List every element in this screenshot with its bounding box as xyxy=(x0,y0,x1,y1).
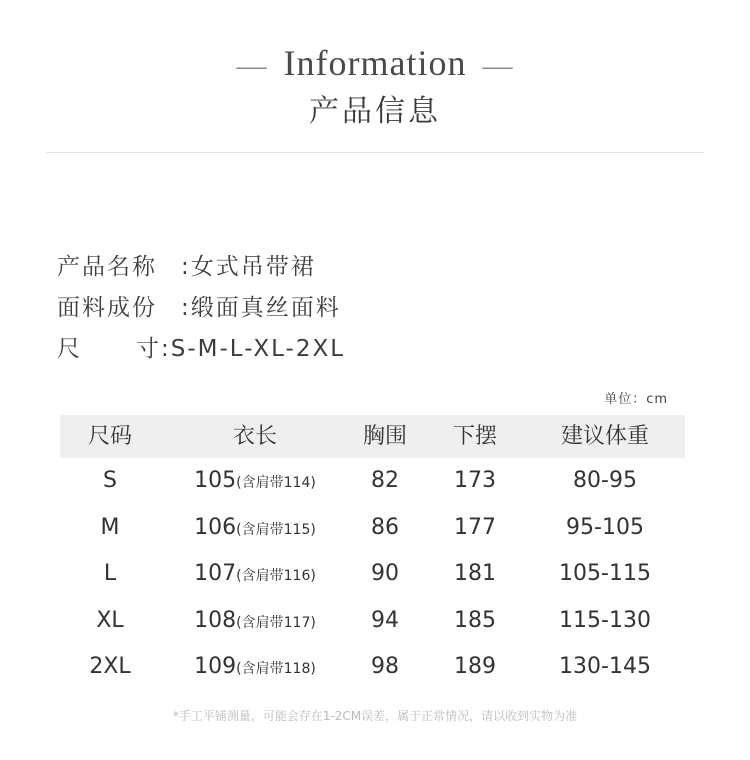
cell-bust: 82 xyxy=(371,468,399,493)
page-title-cn: 产品信息 xyxy=(309,94,441,129)
table-row xyxy=(60,458,685,505)
cell-size: S xyxy=(103,468,117,493)
info-row-size xyxy=(57,332,345,373)
header-hem: 下摆 xyxy=(452,424,497,449)
info-label: 尺寸 xyxy=(57,336,161,362)
cell-length xyxy=(160,551,350,600)
cell-length xyxy=(160,458,350,507)
cell-bust: 98 xyxy=(371,654,399,679)
length-value: 106 xyxy=(194,514,237,540)
info-colon: : xyxy=(181,295,191,321)
cell-weight: 80-95 xyxy=(573,468,637,493)
length-note: (含肩带117) xyxy=(236,614,316,631)
cell-weight: 130-145 xyxy=(559,654,651,679)
cell-hem: 173 xyxy=(454,468,496,493)
length-note: (含肩带118) xyxy=(236,661,316,677)
table-row xyxy=(60,644,685,691)
length-note: (含肩带116) xyxy=(236,568,316,584)
cell-size: L xyxy=(103,561,117,586)
cell-hem: 185 xyxy=(454,607,496,633)
cell-hem: 181 xyxy=(454,561,496,586)
cell-bust: 90 xyxy=(371,561,399,586)
title-dash-right: — xyxy=(482,49,514,82)
header-divider xyxy=(46,152,704,153)
product-info xyxy=(57,250,345,373)
cell-length xyxy=(160,505,350,554)
cell-size: XL xyxy=(96,607,124,633)
info-label: 产品名称 xyxy=(57,254,157,280)
info-row-fabric xyxy=(57,291,345,332)
info-row-name xyxy=(57,250,345,291)
cell-hem: 189 xyxy=(454,654,496,679)
title-dash-left: — xyxy=(236,49,268,82)
info-colon: : xyxy=(161,336,171,362)
info-value: 女式吊带裙 xyxy=(190,254,316,280)
length-value: 105 xyxy=(194,468,237,493)
info-value: 缎面真丝面料 xyxy=(190,295,341,321)
header-bust: 胸围 xyxy=(362,424,407,449)
cell-bust: 94 xyxy=(371,607,399,633)
length-note: (含肩带114) xyxy=(236,475,316,491)
cell-weight: 105-115 xyxy=(559,561,651,586)
measurement-footnote: *手工平铺测量，可能会存在1-2CM误差，属于正常情况，请以收到实物为准 xyxy=(172,709,578,723)
cell-size: 2XL xyxy=(89,654,131,679)
info-value: S-M-L-XL-2XL xyxy=(170,336,346,362)
length-value: 107 xyxy=(194,561,237,586)
length-value: 109 xyxy=(194,654,237,679)
unit-label: 单位：cm xyxy=(604,392,668,407)
cell-hem: 177 xyxy=(454,514,496,540)
table-row xyxy=(60,551,685,598)
table-row xyxy=(60,598,685,645)
cell-size: M xyxy=(100,514,120,540)
cell-bust: 86 xyxy=(371,514,399,540)
cell-weight: 115-130 xyxy=(559,607,651,633)
cell-weight: 95-105 xyxy=(566,514,644,540)
cell-length xyxy=(160,644,350,693)
header-size: 尺码 xyxy=(87,424,132,449)
header-weight: 建议体重 xyxy=(560,424,649,449)
cell-length xyxy=(160,598,350,647)
info-colon: : xyxy=(181,254,191,280)
page-title-en xyxy=(0,42,750,84)
table-row xyxy=(60,505,685,552)
length-value: 108 xyxy=(194,607,237,633)
info-label: 面料成份 xyxy=(57,295,157,321)
title-en-text: Information xyxy=(283,43,467,83)
table-header xyxy=(60,415,685,458)
size-table xyxy=(60,415,685,691)
header-length: 衣长 xyxy=(232,424,277,449)
length-note: (含肩带115) xyxy=(236,521,316,538)
